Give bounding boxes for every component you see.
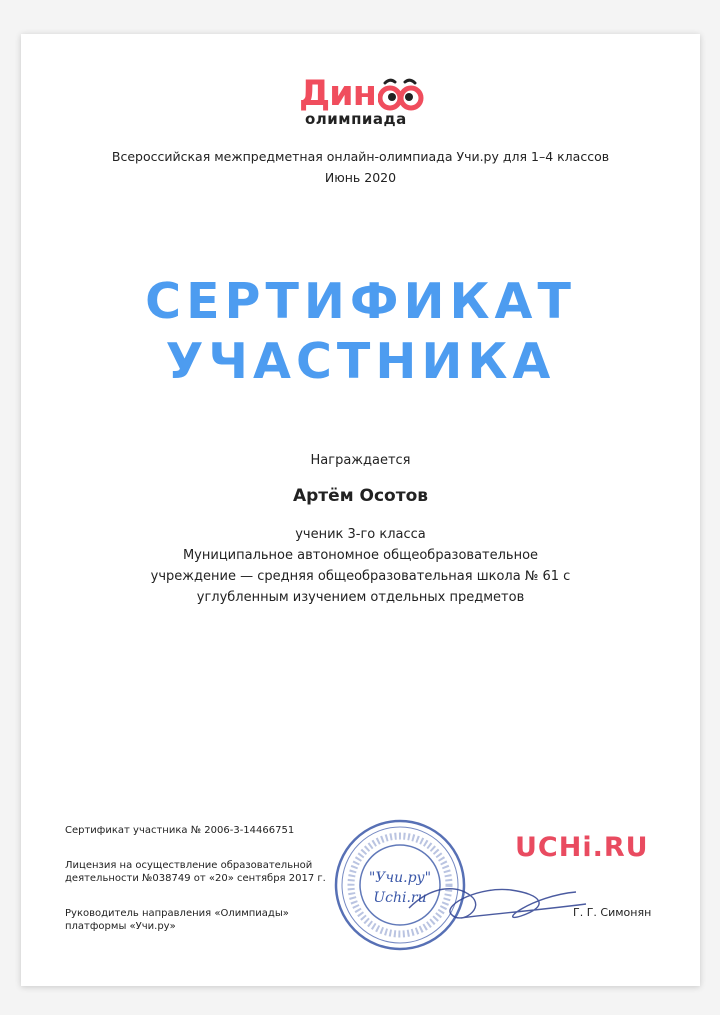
certificate-sheet bbox=[21, 34, 700, 986]
award-label: Награждается bbox=[310, 453, 411, 468]
license-line-2: деятельности №038749 от «20» сентября 2017 г. bbox=[65, 873, 326, 884]
recipient-grade: ученик 3-го класса bbox=[295, 527, 426, 542]
signer-role bbox=[65, 907, 345, 933]
certificate-title bbox=[21, 272, 700, 392]
recipient-name: Артём Осотов bbox=[292, 486, 429, 506]
stamp-text-2: Uchi.ru bbox=[373, 890, 427, 906]
signer-name: Г. Г. Симонян bbox=[573, 906, 652, 919]
olympiad-name: Всероссийская межпредметная онлайн-олимпиада Учи.ру для 1–4 классов bbox=[111, 149, 610, 164]
uchi-ru-logo: UCHi.RU bbox=[515, 832, 649, 863]
stamp-text-1: "Учи.ру" bbox=[368, 870, 432, 886]
title-line-2: УЧАСТНИКА bbox=[165, 333, 556, 390]
school-line-3: углубленным изучением отдельных предметов bbox=[196, 590, 525, 605]
title-line-1: СЕРТИФИКАТ bbox=[145, 273, 576, 330]
signer-role-line-2: платформы «Учи.ру» bbox=[65, 921, 176, 932]
recipient-details bbox=[21, 524, 700, 608]
school-line-2: учреждение — средняя общеобразовательная школа № 61 с bbox=[150, 569, 571, 584]
license-info bbox=[65, 859, 345, 885]
logo-subtitle: олимпиада bbox=[305, 110, 407, 128]
logo-word: Дин bbox=[299, 74, 376, 114]
certificate-number: Сертификат участника № 2006-3-14466751 bbox=[65, 825, 295, 836]
olympiad-date: Июнь 2020 bbox=[324, 170, 397, 185]
footer-info bbox=[65, 824, 345, 933]
dino-olympiad-logo bbox=[299, 72, 429, 128]
signer-role-line-1: Руководитель направления «Олимпиады» bbox=[65, 908, 289, 919]
olympiad-header bbox=[21, 146, 700, 188]
license-line-1: Лицензия на осуществление образовательной bbox=[65, 860, 313, 871]
dino-eyes-icon bbox=[378, 76, 424, 112]
signature bbox=[401, 856, 591, 936]
school-line-1: Муниципальное автономное общеобразовательное bbox=[182, 548, 539, 563]
